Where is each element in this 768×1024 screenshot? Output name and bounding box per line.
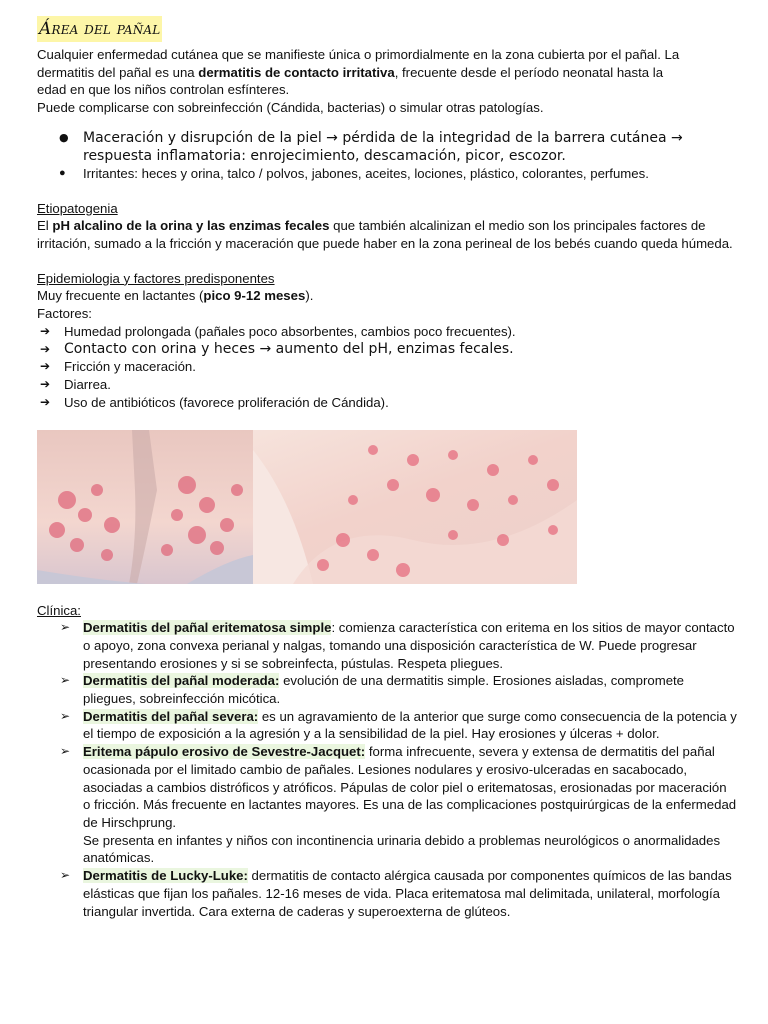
clinica-text: forma infrecuente, severa y extensa de dermatitis del pañal ocasionada por el limitado cambio de pañales. Lesiones nodulares y erosivo-ulceradas en sacabocado, asociadas a cambios distróficos y atróficos. Pápulas de color piel o eritematosas, erosionadas por maceración o fricción. Más frecuente en lactantes mayores. Es una de las complicaciones postquirúrgicas de la enfermedad de Hirschprung.	[83, 744, 737, 830]
bullet-item-irritantes: ● Irritantes: heces y orina, talco / polvos, jabones, aceites, lociones, plástico, colorantes, perfumes.	[37, 165, 737, 183]
clinica-term: Dermatitis del pañal eritematosa simple	[83, 620, 332, 636]
epi-text-a: Muy frecuente en lactantes (	[37, 288, 204, 304]
clinica-text: : comienza característica con eritema en los sitios de mayor contacto o apoyo, zona convexa perianal y nalgas, tomando una disposición característica de W. Puede progresar presentando erosiones y si se sobreinfecta, pústulas. Respeta pliegues.	[83, 620, 735, 671]
clinica-section	[37, 602, 737, 620]
epi-bold: pico 9-12 meses	[203, 288, 306, 304]
clinica-text: es un agravamiento de la anterior que surge como consecuencia de la potencia y el tiempo de exposición a la agresión y a la sensibilidad de la piel. Hay erosiones y úlceras + dolor.	[83, 708, 737, 742]
epi-text-c: ).	[305, 288, 314, 304]
factor-item: ➔ Contacto con orina y heces → aumento del pH, enzimas fecales.	[37, 340, 737, 358]
bullet-item-maceracion: ● Maceración y disrupción de la piel → pérdida de la integridad de la barrera cutánea → respuesta inflamatoria: enrojecimiento, descamación, picor, escozor.	[37, 129, 737, 165]
page-title: Área del pañal	[37, 16, 162, 42]
epidemiologia-heading: Epidemiologia y factores predisponentes	[37, 270, 275, 286]
clinica-text: dermatitis de contacto alérgica causada por componentes químicos de las bandas elásticas que fijan los pañales. 12-16 meses de vida. Placa eritematosa mal delimitada, unilateral, morfología triangular invertida. Cara externa de caderas y superoexterna de glúteos.	[83, 868, 732, 919]
intro-line-4: Puede complicarse con sobreinfección (Cándida, bacterias) o simular otras patologías.	[37, 100, 544, 116]
clinica-term: Dermatitis del pañal moderada:	[83, 673, 280, 689]
intro-line-3: edad en que los niños controlan esfínteres.	[37, 82, 290, 98]
clinica-item	[37, 672, 737, 707]
etio-bold: pH alcalino de la orina y las enzimas fecales	[52, 218, 330, 234]
clinical-photos	[37, 430, 737, 584]
document-page	[37, 16, 737, 920]
bullet-list	[37, 129, 737, 183]
diaper-rash-photo-2	[253, 430, 577, 584]
clinica-term: Dermatitis de Lucky-Luke:	[83, 868, 248, 884]
clinica-list	[37, 619, 737, 920]
etiopatogenia-section	[37, 200, 737, 253]
intro-line-2c: , frecuente desde el período neonatal hasta la	[394, 64, 664, 80]
intro-bold-term: dermatitis de contacto irritativa	[198, 64, 395, 80]
factores-label: Factores:	[37, 306, 92, 322]
factores-list	[37, 323, 737, 412]
intro-line-1: Cualquier enfermedad cutánea que se manifieste única o primordialmente en la zona cubierta por el pañal. La	[37, 47, 680, 62]
clinica-extra-text: Se presenta en infantes y niños con incontinencia urinaria debido a problemas neurológicos o anormalidades anatómicas.	[83, 832, 721, 866]
clinica-term: Eritema pápulo erosivo de Sevestre-Jacquet:	[83, 744, 366, 760]
diaper-rash-photo-1	[37, 430, 253, 584]
factor-item: ➔ Diarrea.	[37, 376, 737, 394]
clinica-item	[37, 867, 737, 920]
etio-text-c: que también alcalinizan el medio son los principales factores de irritación, sumado a la fricción y maceración que puede haber en la zona perineal de los bebés cuando queda húmeda.	[37, 218, 733, 251]
clinica-term: Dermatitis del pañal severa:	[83, 708, 259, 724]
intro-line-2a: dermatitis del pañal es una	[37, 64, 199, 80]
intro-paragraph	[37, 46, 737, 117]
etiopatogenia-heading: Etiopatogenia	[37, 200, 118, 216]
clinica-text: evolución de una dermatitis simple. Erosiones aisladas, compromete pliegues, sobreinfección micótica.	[83, 673, 685, 707]
etio-text-a: El	[37, 218, 53, 234]
factor-item: ➔ Uso de antibióticos (favorece proliferación de Cándida).	[37, 394, 737, 412]
clinica-item	[37, 708, 737, 743]
clinica-item	[37, 743, 737, 867]
clinica-item	[37, 619, 737, 672]
factor-item: ➔ Humedad prolongada (pañales poco absorbentes, cambios poco frecuentes).	[37, 323, 737, 341]
factor-item: ➔ Fricción y maceración.	[37, 358, 737, 376]
clinica-heading: Clínica:	[37, 602, 81, 618]
epidemiologia-section	[37, 270, 737, 323]
